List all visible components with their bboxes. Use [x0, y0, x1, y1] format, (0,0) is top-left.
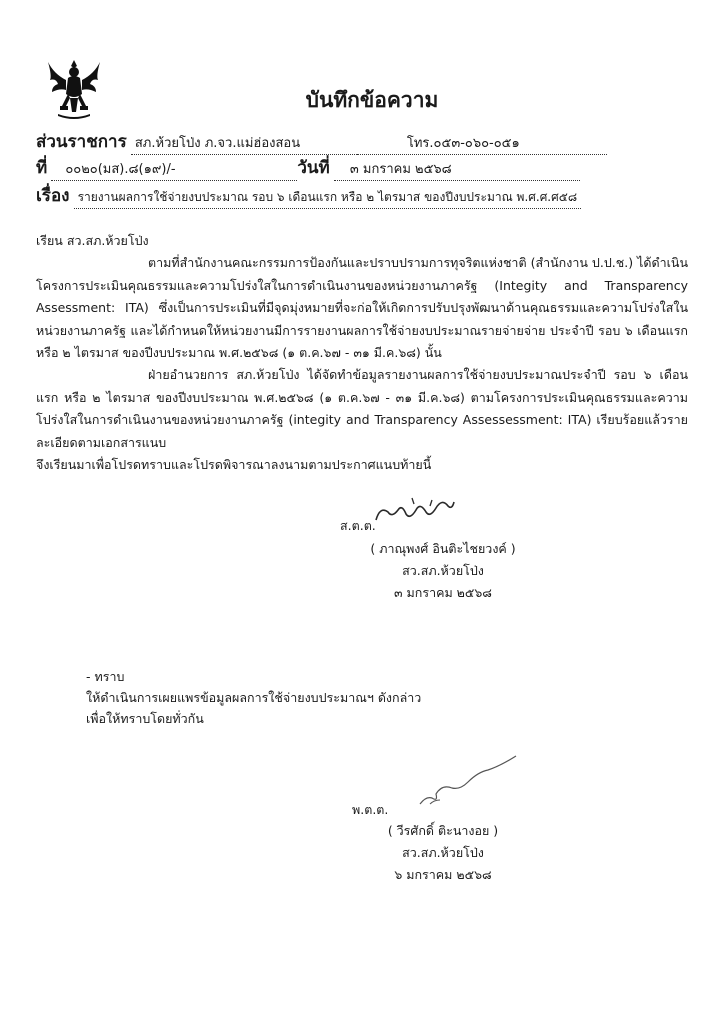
- reference-value: ๐๐๒๐(มส).๘(๑๙)/-: [51, 158, 297, 181]
- approval-note: [86, 666, 421, 729]
- signer-2-position: สว.สภ.ห้วยโป่ง: [402, 845, 484, 860]
- subject-row: [36, 182, 624, 209]
- reference-row: [36, 154, 624, 181]
- date-label: วันที่: [297, 158, 330, 178]
- signer-1-name: ( ภาณุพงศ์ อินติะไชยวงค์ ): [370, 541, 516, 556]
- handwritten-signature-2: [416, 754, 520, 810]
- section-label: ส่วนราชการ: [36, 132, 127, 152]
- note-line-1: - ทราบ: [86, 669, 125, 684]
- document-title: บันทึกข้อความ: [305, 88, 439, 112]
- paragraph-1: ตามที่สำนักงานคณะกรรมการป้องกันและปราบปรามการทุจริตแห่งชาติ (สำนักงาน ป.ป.ช.) ได้ดำเนินโครงการประเมินคุณธรรมและความโปร่งใสในการดำเนินงานของหน่วยงานภาครัฐ (Integity and Transparency Assessment: ITA) ซึ่งเป็นการประเมินที่มีจุดมุ่งหมายที่จะก่อให้เกิดการปรับปรุงพัฒนาด้านคุณธรรมและความโปร่งใสในหน่วยงานภาครัฐ และได้กำหนดให้หน่วยงานมีการรายงานผลการใช้จ่ายงบประมาณรายจ่ายจ่าย ประจำปี รอบ ๖ เดือนแรก หรือ ๒ ไตรมาส ของปีงบประมาณ พ.ศ.๒๕๖๘ (๑ ต.ค.๖๗ - ๓๑ มี.ค.๖๘) นั้น: [36, 255, 688, 360]
- signer-1-date: ๓ มกราคม ๒๕๖๘: [394, 585, 492, 600]
- signer-1-position: สว.สภ.ห้วยโป่ง: [402, 563, 484, 578]
- signer-2-date: ๖ มกราคม ๒๕๖๘: [394, 867, 492, 882]
- note-line-2: ให้ดำเนินการเผยแพรข้อมูลผลการใช้จ่ายงบประมาณฯ ดังกล่าว: [86, 690, 422, 705]
- salutation: เรียน สว.สภ.ห้วยโป่ง: [36, 233, 149, 248]
- phone-value: โทร.๐๕๓-๐๖๐-๐๕๑: [357, 132, 607, 155]
- date-value: ๓ มกราคม ๒๕๖๘: [334, 158, 580, 181]
- subject-value: รายงานผลการใช้จ่ายงบประมาณ รอบ ๖ เดือนแรก หรือ ๒ ไตรมาส ของปีงบประมาณ พ.ศ.ศ.ศ๕๘: [74, 188, 582, 209]
- subject-label: เรื่อง: [36, 186, 70, 206]
- closing-line: จึงเรียนมาเพื่อโปรดทราบและโปรดพิจารณาลงนามตามประกาศแนบท้ายนี้: [36, 457, 432, 472]
- paragraph-2: ฝ่ายอำนวยการ สภ.ห้วยโป่ง ได้จัดทำข้อมูลรายงานผลการใช้จ่ายงบประมาณประจำปี รอบ ๖ เดือนแรก หรือ ๒ ไตรมาส ของปีงบประมาณ พ.ศ.๒๕๖๘ (๑ ต.ค.๖๗ - ๓๑ มี.ค.๖๘) ตามโครงการประเมินคุณธรรมและความโปร่งใสในการดำเนินงานของหน่วยงานภาครัฐ (integity and Transparency Assessessment: ITA) เรียบร้อยแล้วรายละเอียดตามเอกสารแนบ: [36, 367, 688, 450]
- section-value: สภ.ห้วยโป่ง ภ.จว.แม่ฮ่องสอน: [131, 132, 357, 155]
- reference-label: ที่: [36, 158, 48, 178]
- signer-2-name: ( วีรศักดิ์ ติะนางอย ): [387, 823, 499, 838]
- section-row: [36, 128, 624, 155]
- signer-2-rank: พ.ต.ต.: [352, 802, 389, 817]
- signer-1-block: [318, 538, 568, 604]
- note-line-3: เพื่อให้ทราบโดยทั่วกัน: [86, 711, 204, 726]
- signer-2-block: [318, 820, 568, 886]
- handwritten-signature-1: [372, 494, 458, 528]
- signer-1-rank: ส.ต.ต.: [340, 518, 376, 533]
